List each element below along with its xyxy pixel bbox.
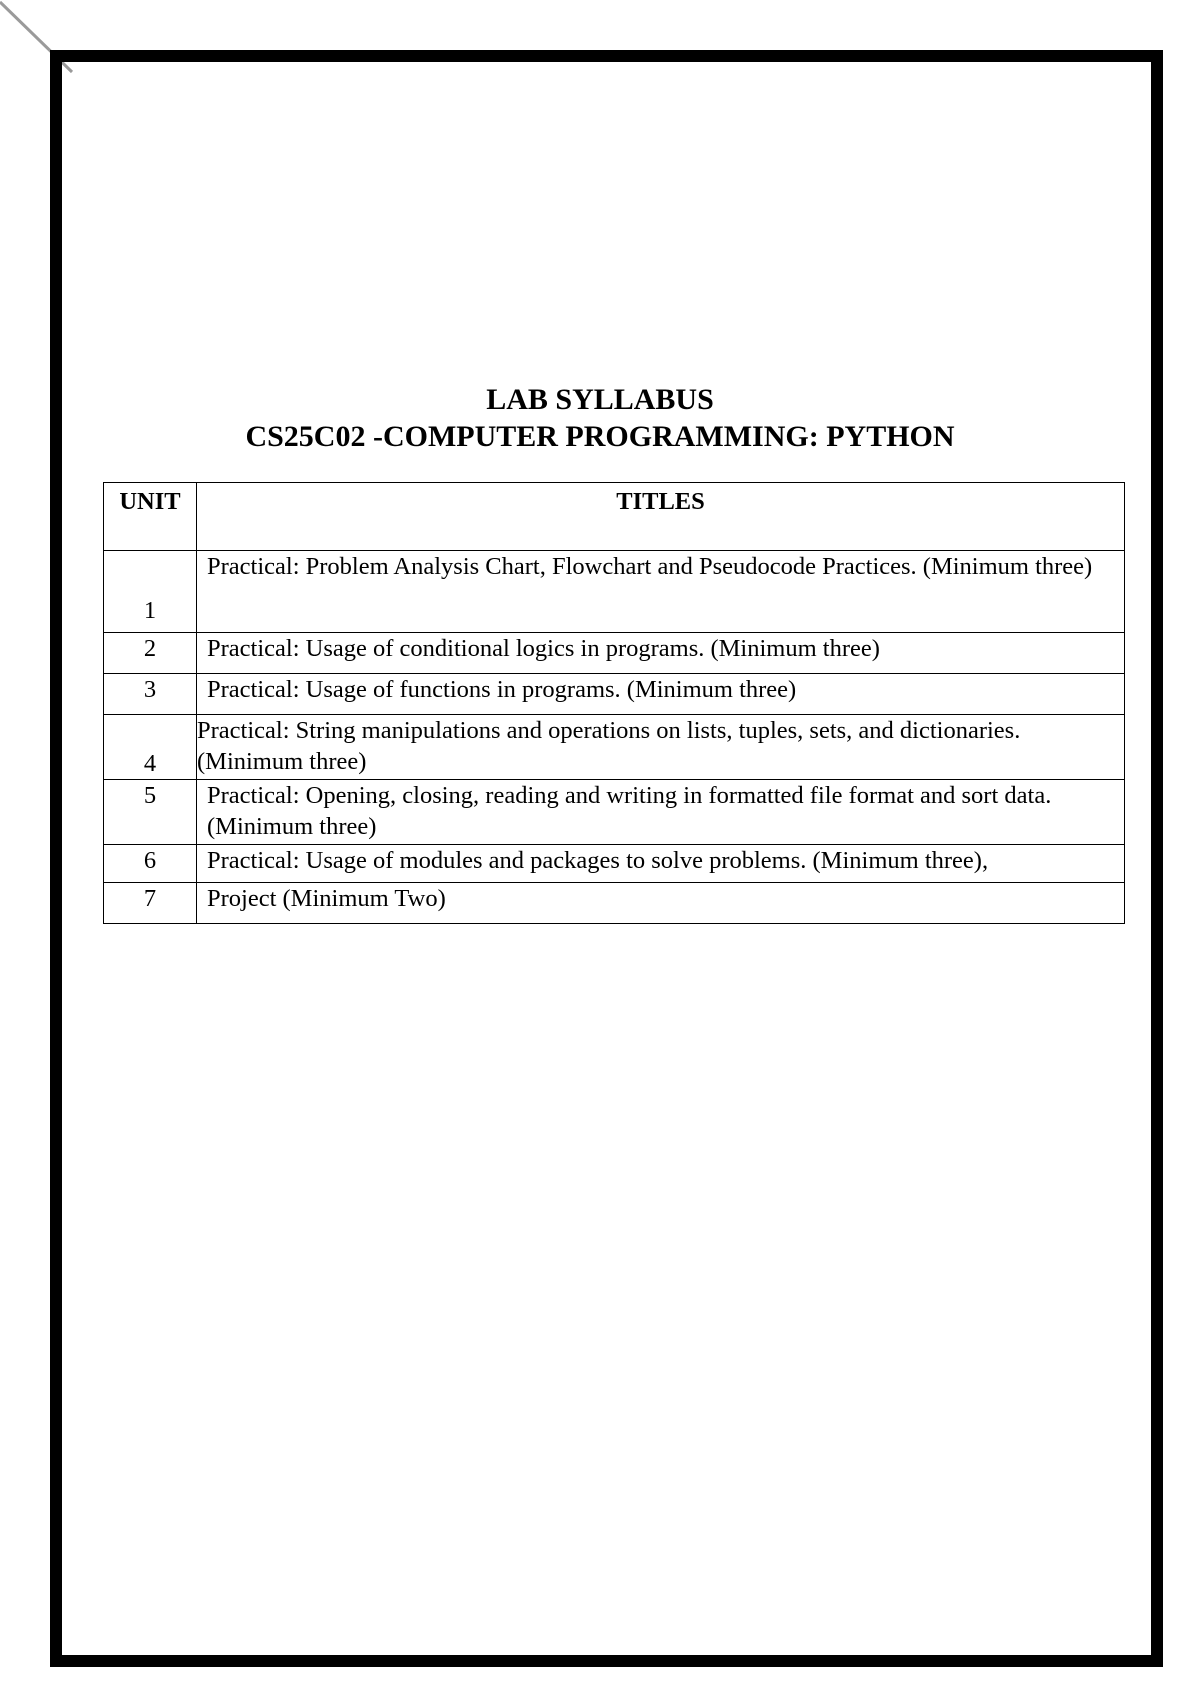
unit-number: 2 [104, 633, 197, 674]
unit-title: Practical: Problem Analysis Chart, Flowchart and Pseudocode Practices. (Minimum three) [197, 551, 1125, 633]
unit-title: Practical: Opening, closing, reading and writing in formatted file format and sort data. (Minimum three) [197, 780, 1125, 845]
unit-number: 4 [104, 715, 197, 780]
page-title: LAB SYLLABUS [486, 383, 714, 416]
course-title: CS25C02 -COMPUTER PROGRAMMING: PYTHON [245, 420, 955, 453]
unit-number: 7 [104, 883, 197, 924]
table-row [104, 780, 1125, 845]
syllabus-table [103, 482, 1125, 924]
unit-title: Project (Minimum Two) [197, 883, 1125, 924]
unit-number: 3 [104, 674, 197, 715]
unit-title: Practical: Usage of functions in programs. (Minimum three) [197, 674, 1125, 715]
unit-title: Practical: Usage of conditional logics in programs. (Minimum three) [197, 633, 1125, 674]
table-row [104, 845, 1125, 883]
table-row [104, 633, 1125, 674]
table-row [104, 551, 1125, 633]
table-row [104, 715, 1125, 780]
table-row [104, 674, 1125, 715]
table-header-row [104, 483, 1125, 551]
table-row [104, 883, 1125, 924]
unit-title: Practical: String manipulations and operations on lists, tuples, sets, and dictionaries. (Minimum three) [197, 715, 1125, 780]
unit-column-header: UNIT [104, 483, 197, 551]
unit-number: 1 [104, 551, 197, 633]
unit-title: Practical: Usage of modules and packages to solve problems. (Minimum three), [197, 845, 1125, 883]
titles-column-header: TITLES [197, 483, 1125, 551]
unit-number: 5 [104, 780, 197, 845]
unit-number: 6 [104, 845, 197, 883]
